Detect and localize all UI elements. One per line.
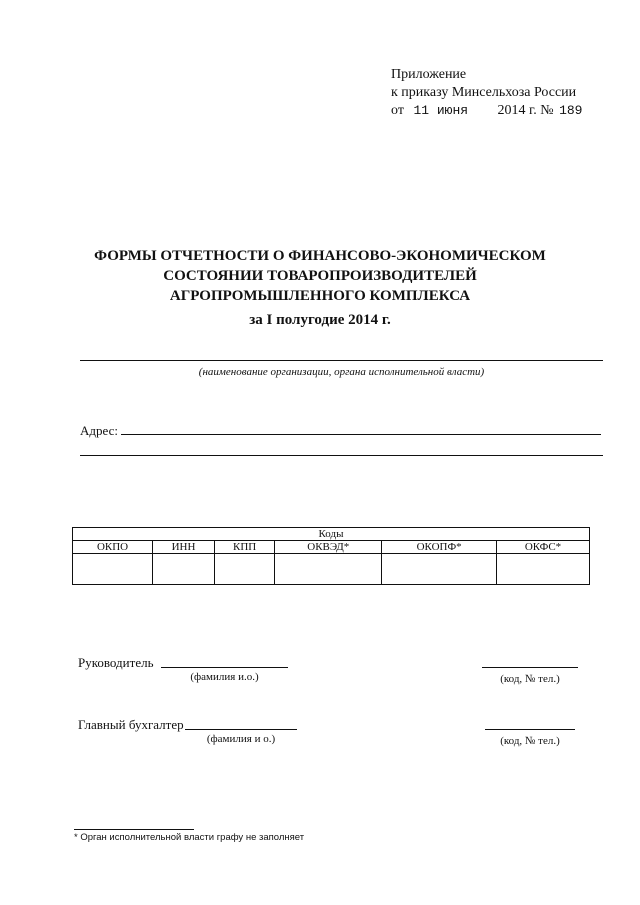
col-kpp: КПП [214, 541, 274, 554]
accountant-phone-hint: (код, № тел.) [500, 735, 560, 747]
year-number-label: 2014 г. № [497, 103, 554, 118]
title-line-2: СОСТОЯНИИ ТОВАРОПРОИЗВОДИТЕЛЕЙ [163, 268, 477, 284]
director-phone-hint: (код, № тел.) [500, 673, 560, 685]
col-okopf: ОКОПФ* [382, 541, 497, 554]
address-field[interactable] [121, 434, 601, 435]
accountant-phone-field[interactable] [485, 729, 575, 730]
director-label: Руководитель [78, 655, 154, 670]
director-name-field[interactable] [161, 667, 288, 668]
col-okpo: ОКПО [73, 541, 153, 554]
order-date-line [391, 102, 582, 120]
address-field-line-2[interactable] [80, 455, 603, 456]
accountant-name-field[interactable] [185, 729, 297, 730]
organization-name-field[interactable] [80, 360, 603, 361]
address-label: Адрес: [80, 423, 118, 438]
director-name-hint: (фамилия и.о.) [190, 671, 259, 683]
col-okved: ОКВЭД* [275, 541, 382, 554]
document-title [60, 246, 580, 306]
kpp-value-cell[interactable] [214, 554, 274, 585]
codes-table [72, 527, 590, 585]
codes-title: Коды [73, 528, 590, 541]
col-okfs: ОКФС* [497, 541, 590, 554]
from-label: от [391, 103, 404, 118]
order-number: 189 [559, 103, 583, 118]
col-inn: ИНН [153, 541, 215, 554]
okved-value-cell[interactable] [275, 554, 382, 585]
appendix-label: Приложение [391, 67, 467, 82]
title-line-3: АГРОПРОМЫШЛЕННОГО КОМПЛЕКСА [169, 288, 471, 304]
title-line-1: ФОРМЫ ОТЧЕТНОСТИ О ФИНАНСОВО-ЭКОНОМИЧЕСКОМ [94, 248, 546, 264]
footnote-separator [74, 829, 194, 830]
order-reference: к приказу Минсельхоза России [391, 85, 577, 100]
footnote: * Орган исполнительной власти графу не заполняет [74, 832, 305, 843]
accountant-label: Главный бухгалтер [78, 717, 184, 732]
organization-hint: (наименование организации, органа исполнительной власти) [198, 366, 485, 378]
director-phone-field[interactable] [482, 667, 578, 668]
accountant-name-hint: (фамилия и о.) [206, 733, 276, 745]
okfs-value-cell[interactable] [497, 554, 590, 585]
inn-value-cell[interactable] [153, 554, 215, 585]
order-date: 11 июня [413, 103, 469, 118]
okpo-value-cell[interactable] [73, 554, 153, 585]
report-period: за I полугодие 2014 г. [249, 312, 391, 328]
okopf-value-cell[interactable] [382, 554, 497, 585]
